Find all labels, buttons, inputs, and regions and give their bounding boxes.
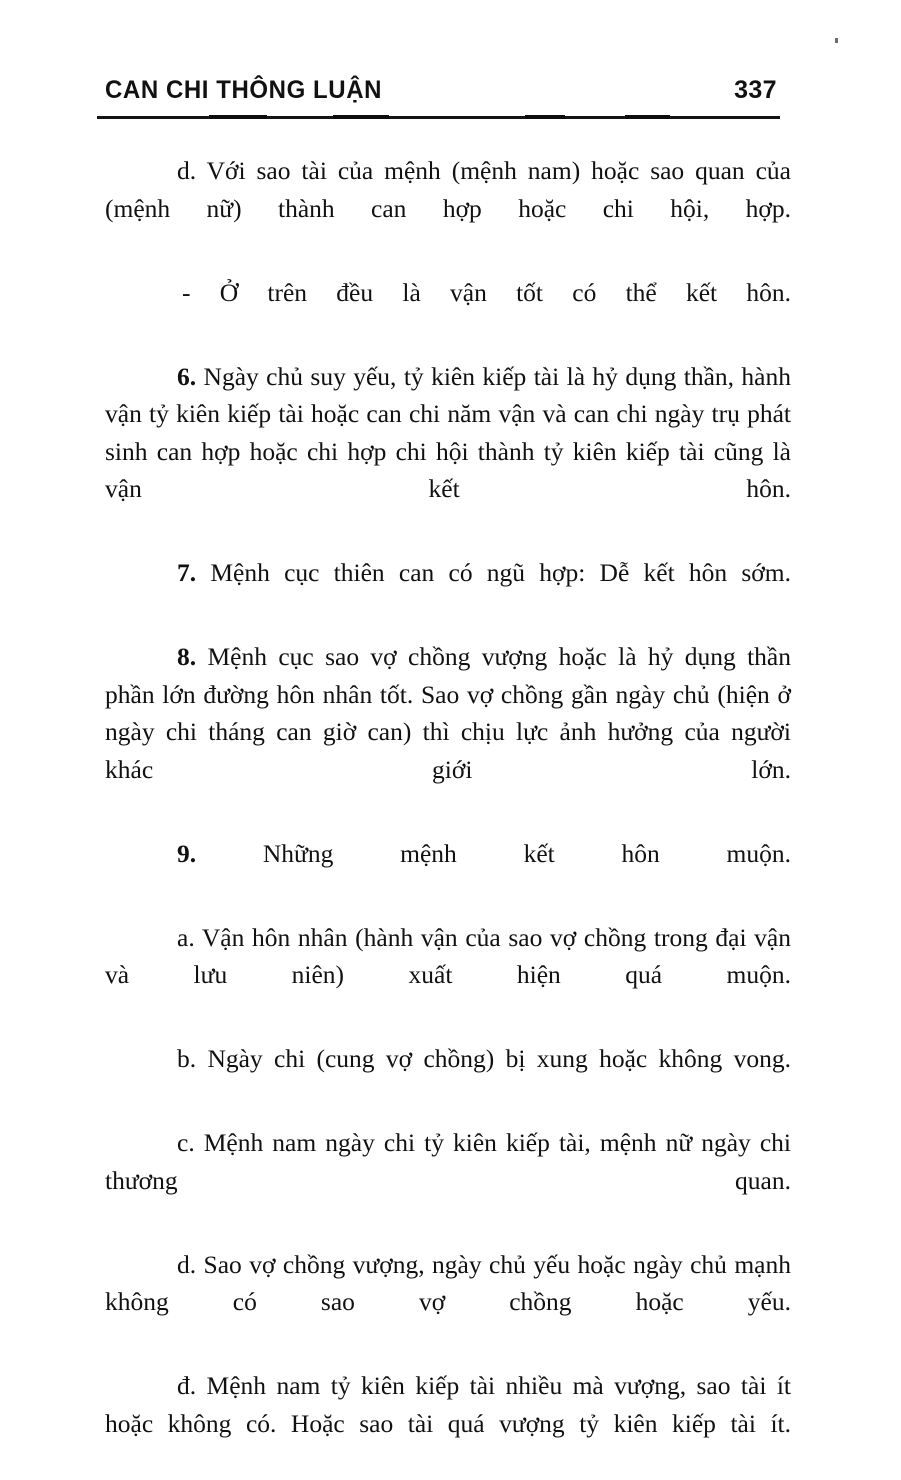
paragraph-dash-note <box>105 274 791 349</box>
paragraph-item-8 <box>105 638 791 826</box>
header-divider-blot <box>345 115 389 119</box>
page-number: 337 <box>734 76 777 104</box>
paragraph-item-b <box>105 1040 791 1115</box>
paragraph-text: - Ở trên đều là vận tốt có thể kết hôn. <box>182 277 791 307</box>
paragraph-marker: 8. <box>177 642 197 671</box>
page-title: CAN CHI THÔNG LUẬN <box>105 76 383 104</box>
paragraph-item-d-first <box>105 152 791 265</box>
paragraph-text: Mệnh cục thiên can có ngũ hợp: Dễ kết hôn sớm. <box>196 558 791 587</box>
paragraph-text: đ. Mệnh nam tỷ kiên kiếp tài nhiều mà vượng, sao tài ít hoặc không có. Hoặc sao tài quá vượng tỷ kiên kiếp tài ít. <box>105 1371 791 1438</box>
paragraph-text: Ngày chủ suy yếu, tỷ kiên kiếp tài là hỷ dụng thần, hành vận tỷ kiên kiếp tài hoặc can chi năm vận và can chi ngày trụ phát sinh can hợp hoặc chi hợp chi hội thành tỷ kiên kiếp tài cũng là vận kết hôn. <box>105 361 791 503</box>
paragraph-marker: 7. <box>177 558 197 587</box>
body-text <box>105 152 791 1480</box>
paragraph-marker: 6. <box>177 361 197 391</box>
paragraph-item-dd <box>105 1367 791 1480</box>
paragraph-text: c. Mệnh nam ngày chi tỷ kiên kiếp tài, mệnh nữ ngày chi thương quan. <box>105 1128 791 1195</box>
paragraph-text: Mệnh cục sao vợ chồng vượng hoặc là hỷ dụng thần phần lớn đường hôn nhân tốt. Sao vợ chồng gần ngày chủ (hiện ở ngày chi tháng can giờ can) thì chịu lực ảnh hưởng của người khác giới lớn. <box>105 642 791 784</box>
paragraph-text: a. Vận hôn nhân (hành vận của sao vợ chồng trong đại vận và lưu niên) xuất hiện quá muộn. <box>105 922 791 989</box>
paragraph-item-7 <box>105 554 791 629</box>
paragraph-item-a <box>105 919 791 1032</box>
paragraph-text: d. Với sao tài của mệnh (mệnh nam) hoặc sao quan của (mệnh nữ) thành can hợp hoặc chi hội, hợp. <box>105 156 791 223</box>
paragraph-text: b. Ngày chi (cung vợ chồng) bị xung hoặc không vong. <box>177 1044 791 1073</box>
paragraph-item-c <box>105 1124 791 1237</box>
paragraph-text: d. Sao vợ chồng vượng, ngày chủ yếu hoặc ngày chủ mạnh không có sao vợ chồng hoặc yếu. <box>105 1249 791 1316</box>
header-divider <box>97 116 780 119</box>
paragraph-text: Những mệnh kết hôn muộn. <box>196 838 791 868</box>
header-divider-blot <box>525 115 565 119</box>
running-head <box>105 78 777 112</box>
paragraph-item-d <box>105 1246 791 1359</box>
scan-speck <box>835 38 838 43</box>
paragraph-item-9 <box>105 835 791 910</box>
header-divider-blot <box>625 115 670 119</box>
paragraph-item-6 <box>105 358 791 546</box>
paragraph-marker: 9. <box>177 838 197 868</box>
